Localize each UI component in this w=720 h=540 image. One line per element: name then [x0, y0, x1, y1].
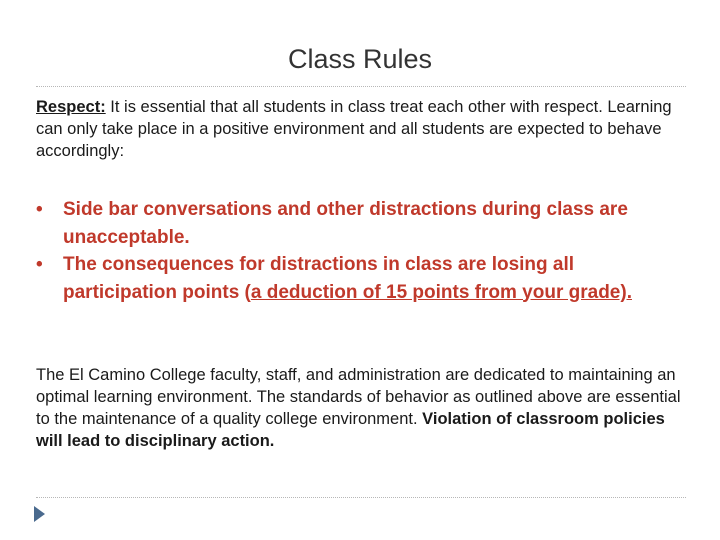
bullet-dot: •: [36, 254, 43, 275]
respect-text: It is essential that all students in class treat each other with respect. Learning can only take place in a positive environment and all students are expected to behave accordingly:: [36, 98, 672, 160]
bullet-text: The consequences for distractions in class are losing all participation points (: [63, 254, 575, 303]
bullet-dot: •: [36, 199, 43, 220]
closing-text: The El Camino College faculty, staff, and administration are dedicated to maintaining an optimal learning environment. The standards of behavior as outlined above are essential to the maintenance of a quality college environment.: [36, 366, 681, 428]
bullet-item-consequences: [36, 251, 676, 306]
bullet-text-underlined: a deduction of 15 points from your grade).: [250, 281, 632, 303]
respect-paragraph: [36, 96, 688, 162]
bullet-text: Side bar conversations and other distractions during class are unacceptable.: [63, 199, 628, 248]
next-slide-arrow-icon[interactable]: [34, 506, 45, 522]
respect-label: Respect:: [36, 98, 106, 116]
rules-bullet-list: [36, 196, 676, 306]
bottom-divider: [36, 497, 686, 498]
bullet-item-distractions: [36, 196, 676, 251]
slide-title: Class Rules: [287, 44, 433, 74]
title-divider: [36, 86, 686, 87]
closing-paragraph: [36, 364, 688, 452]
closing-bold-text: Violation of classroom policies will lead to disciplinary action.: [36, 410, 665, 450]
